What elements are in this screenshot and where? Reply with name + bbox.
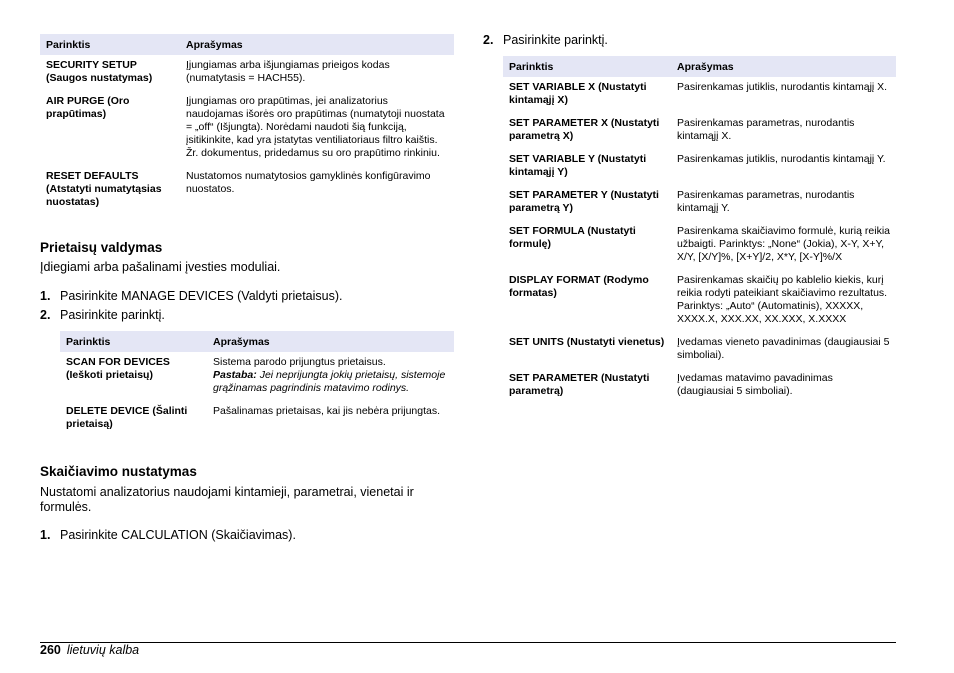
description-set-variable-x: Pasirenkamas jutiklis, nurodantis kintamąjį X. <box>677 81 888 93</box>
step-item <box>40 528 296 542</box>
table-row <box>60 405 454 441</box>
step-number: 1. <box>40 289 51 303</box>
calculation-options-table <box>503 56 896 408</box>
table-header-row <box>503 56 896 77</box>
table-row <box>503 274 896 336</box>
section-title-device-management: Prietaisų valdymas <box>40 240 163 255</box>
step-text: Pasirinkite parinktį. <box>503 33 608 47</box>
table-row <box>503 189 896 225</box>
description-air-purge: Įjungiamas oro prapūtimas, jei analizatorius naudojamas išorės oro prapūtimas (numatytoji nuostata = „off“ (Išjungta). Norėdami naudoti šią funkciją, įsitikinkite, kad yra įstatytas ventiliatoriaus filtro kaištis. Žr. dokumentus, pridedamus su oro prapūtimo rinkiniu. <box>186 95 445 159</box>
header-option: Parinktis <box>503 56 671 77</box>
step-item <box>40 308 165 322</box>
note-text: Jei neprijungta jokių prietaisų, sistemoje grąžinamas pagrindinis matavimo rodinys. <box>213 369 446 394</box>
table-row <box>503 372 896 408</box>
footer-divider <box>40 642 896 643</box>
page-footer <box>40 643 139 657</box>
option-security-setup: SECURITY SETUP (Saugos nustatymas) <box>46 59 153 84</box>
description-scan-for-devices <box>207 352 454 405</box>
table-header-row <box>40 34 454 55</box>
description-set-parameter-y: Pasirenkamas parametras, nurodantis kintamąjį Y. <box>677 189 855 214</box>
option-delete-device: DELETE DEVICE (Šalinti prietaisą) <box>66 405 188 430</box>
calculation-options-table-wrapper <box>503 56 896 408</box>
table-row <box>40 55 454 95</box>
table-row <box>503 153 896 189</box>
option-set-units: SET UNITS (Nustatyti vienetus) <box>509 336 665 348</box>
table-row <box>40 170 454 219</box>
description-delete-device: Pašalinamas prietaisas, kai jis nebėra prijungtas. <box>213 405 441 417</box>
description-security-setup: Įjungiamas arba išjungiamas prieigos kodas (numatytasis = HACH55). <box>186 59 390 84</box>
header-option: Parinktis <box>40 34 180 55</box>
option-reset-defaults: RESET DEFAULTS (Atstatyti numatytąsias nuostatas) <box>46 170 162 208</box>
option-display-format: DISPLAY FORMAT (Rodymo formatas) <box>509 274 649 299</box>
options-table-2 <box>60 331 454 441</box>
section-title-calculation: Skaičiavimo nustatymas <box>40 464 197 479</box>
footer-language: lietuvių kalba <box>66 643 140 657</box>
description-text: Sistema parodo prijungtus prietaisus. <box>213 356 386 368</box>
description-set-formula: Pasirenkama skaičiavimo formulė, kurią reikia užbaigti. Parinktys: „None“ (Jokia), X-Y, X+Y, X/Y, [X/Y]%, [X+Y]/2, X*Y, [X-Y]%/X <box>677 225 890 263</box>
step-text: Pasirinkite CALCULATION (Skaičiavimas). <box>60 528 296 542</box>
description-set-variable-y: Pasirenkamas jutiklis, nurodantis kintamąjį Y. <box>677 153 886 165</box>
header-description: Aprašymas <box>180 34 454 55</box>
option-set-parameter: SET PARAMETER (Nustatyti parametrą) <box>509 372 650 397</box>
option-set-parameter-x: SET PARAMETER X (Nustatyti parametrą X) <box>509 117 660 142</box>
table-row <box>503 336 896 372</box>
table-row <box>503 77 896 117</box>
description-set-units: Įvedamas vieneto pavadinimas (daugiausiai 5 simboliai). <box>677 336 890 361</box>
option-set-formula: SET FORMULA (Nustatyti formulę) <box>509 225 636 250</box>
header-description: Aprašymas <box>207 331 454 352</box>
table-row <box>503 117 896 153</box>
step-number: 2. <box>483 33 494 47</box>
options-table-2-wrapper <box>60 331 454 441</box>
table-row <box>503 225 896 274</box>
description-reset-defaults: Nustatomos numatytosios gamyklinės konfigūravimo nuostatos. <box>186 170 431 195</box>
description-display-format: Pasirenkamas skaičių po kablelio kiekis, kurį reikia rodyti pateikiant skaičiavimo rezultatus. Parinktys: „Auto“ (Automatinis), XXXXX, XXXX.X, XXX.XX, XX.XXX, X.XXXX <box>677 274 888 325</box>
page-number: 260 <box>40 643 61 657</box>
table-header-row <box>60 331 454 352</box>
option-set-variable-x: SET VARIABLE X (Nustatyti kintamąjį X) <box>509 81 647 106</box>
option-set-variable-y: SET VARIABLE Y (Nustatyti kintamąjį Y) <box>509 153 647 178</box>
options-table-1 <box>40 34 454 219</box>
option-scan-for-devices: SCAN FOR DEVICES (Ieškoti prietaisų) <box>66 356 170 381</box>
option-set-parameter-y: SET PARAMETER Y (Nustatyti parametrą Y) <box>509 189 659 214</box>
header-description: Aprašymas <box>671 56 896 77</box>
description-set-parameter: Įvedamas matavimo pavadinimas (daugiausiai 5 simboliai). <box>677 372 833 397</box>
step-text: Pasirinkite MANAGE DEVICES (Valdyti prietaisus). <box>60 289 343 303</box>
step-item <box>483 33 608 47</box>
note-label: Pastaba: <box>213 369 257 381</box>
step-number: 2. <box>40 308 51 322</box>
option-air-purge: AIR PURGE (Oro prapūtimas) <box>46 95 130 120</box>
table-row <box>40 95 454 170</box>
section-intro-calculation: Nustatomi analizatorius naudojami kintamieji, parametrai, vienetai ir formulės. <box>40 485 414 514</box>
step-text: Pasirinkite parinktį. <box>60 308 165 322</box>
step-item <box>40 289 343 303</box>
step-number: 1. <box>40 528 51 542</box>
section-intro-device-management: Įdiegiami arba pašalinami įvesties moduliai. <box>40 260 281 274</box>
options-table-1-wrapper <box>40 34 454 219</box>
header-option: Parinktis <box>60 331 207 352</box>
description-set-parameter-x: Pasirenkamas parametras, nurodantis kintamąjį X. <box>677 117 855 142</box>
table-row <box>60 352 454 405</box>
